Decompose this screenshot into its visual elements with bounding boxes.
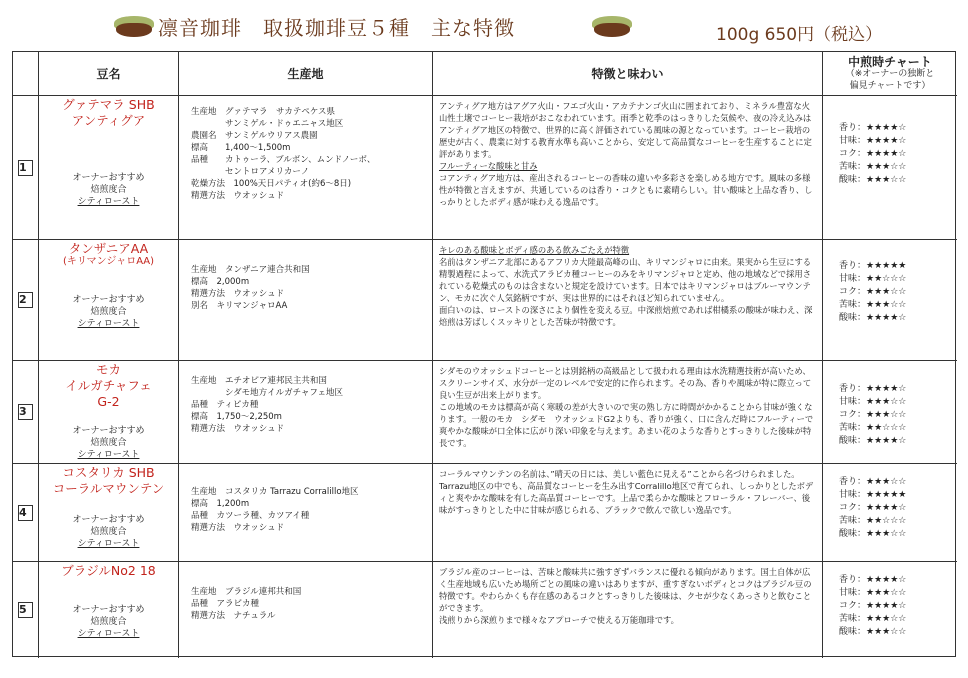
origin-line: 別名 キリマンジャロAA xyxy=(191,301,288,311)
rating-line: コク：★★★★☆ xyxy=(839,601,907,611)
roast-level: シティロースト xyxy=(77,319,140,329)
feature-text: キレのある酸味とボディ感のある飲みごたえが特徴 xyxy=(439,245,630,255)
feature-text: コーラルマウンテンの名前は、”晴天の日には、美しい藍色に見える”ことから名づけられました。 xyxy=(439,469,800,479)
rating-line: 苦味：★★★☆☆ xyxy=(839,162,907,172)
origin-line: 標高 2,000m xyxy=(191,277,250,287)
chart-header xyxy=(823,52,957,96)
origin-line: 標高 1,200m xyxy=(191,499,250,509)
origin-cell xyxy=(179,361,433,464)
chart-note: 偏見チャートです） xyxy=(849,80,931,91)
origin-line: 精選方法 ウオッシュド xyxy=(191,289,285,299)
rating-line: 香り：★★★★☆ xyxy=(839,384,907,394)
origin-line: 生産地 グァテマラ サカテペケス県 xyxy=(191,107,335,117)
rating-line: 酸味：★★★☆☆ xyxy=(839,627,907,637)
bean-name: ブラジルNo2 18 xyxy=(61,563,156,578)
roast-level: シティロースト xyxy=(77,539,140,549)
page-header xyxy=(0,0,968,50)
row-number-cell xyxy=(13,240,39,361)
rating-line: 苦味：★★★☆☆ xyxy=(839,614,907,624)
origin-line: 精選方法 ウオッシュド xyxy=(191,523,285,533)
roast-level: シティロースト xyxy=(77,450,140,460)
rating-line: 酸味：★★★☆☆ xyxy=(839,529,907,539)
feature-text: Tarrazu地区の中でも、高品質なコーヒーを生み出すCorralillo地区で育てられ、しっかりとしたボディと爽やかな酸味を有した高品質コーヒーです。上品で柔らかな酸味とフローラル・フレーバー、後味がすっきりとした中に甘味が感じられる、ブラックで飲んで欲しい逸品です。 xyxy=(439,481,814,515)
origin-line: 品種 ティピカ種 xyxy=(191,400,259,410)
origin-header: 生産地 xyxy=(179,52,433,96)
bean-name: アンティグア xyxy=(71,113,146,128)
row-number: 3 xyxy=(18,404,33,420)
origin-cell xyxy=(179,240,433,361)
origin-line: 生産地 エチオピア連邦民主共和国 xyxy=(191,376,327,386)
bean-name: (キリマンジャロAA) xyxy=(62,256,155,267)
origin-line: 精選方法 ウオッシュド xyxy=(191,424,285,434)
roast-level-label: 焙煎度合 xyxy=(90,185,127,195)
rating-line: 酸味：★★★☆☆ xyxy=(839,175,907,185)
chart-note: （※オーナーの独断と xyxy=(845,68,935,79)
rating-line: 酸味：★★★★☆ xyxy=(839,313,907,323)
roast-level-label: 焙煎度合 xyxy=(90,617,127,627)
coffee-bean-icon xyxy=(114,16,154,38)
owner-label: オーナーおすすめ xyxy=(72,295,145,305)
rating-line: 甘味：★★★★☆ xyxy=(839,136,907,146)
origin-line: 標高 1,400〜1,500m xyxy=(191,143,291,153)
owner-label: オーナーおすすめ xyxy=(72,605,145,615)
feature-text: この地域のモカは標高が高く寒暖の差が大きいので実の熟し方に時間がかかることから甘味が強くなります。一般のモカ シダモ ウオッシュドG2よりも、香りが強く、口に含んだ時にフルーティーで爽やかな酸味が口全体に広がり深い印象を与えます。あまい花のような香りとすっきりした後味が特長です。 xyxy=(439,402,814,448)
origin-cell xyxy=(179,562,433,658)
rating-cell xyxy=(823,96,957,240)
origin-line: 生産地 コスタリカ Tarrazu Corralillo地区 xyxy=(191,487,359,497)
rating-line: 香り：★★★★☆ xyxy=(839,575,907,585)
feature-cell xyxy=(433,96,823,240)
name-header: 豆名 xyxy=(39,52,179,96)
row-number: 2 xyxy=(18,292,33,308)
origin-line: 精選方法 ナチュラル xyxy=(191,611,276,621)
rating-line: コク：★★★☆☆ xyxy=(839,410,907,420)
origin-line: サンミゲル・ドゥエニャス地区 xyxy=(191,119,344,129)
owner-label: オーナーおすすめ xyxy=(72,426,145,436)
bean-name-cell xyxy=(39,240,179,361)
roast-level-label: 焙煎度合 xyxy=(90,438,127,448)
rating-line: 香り：★★★★★ xyxy=(839,261,907,271)
rating-line: 甘味：★★★☆☆ xyxy=(839,397,907,407)
feature-text: 名前はタンザニア北部にあるアフリカ大陸最高峰の山、キリマンジャロに由来。果実から生豆にする精製過程によって、水洗式アラビカ種コーヒーのみをキリマンジャロと定め、他の地域などで採用されている乾燥式のものは含まないと規定を設けています。日本ではキリマンジャロはブルーマウンテン、モカに次ぐ人気銘柄ですが、実は世界的にはそれほど知られていません。 xyxy=(439,257,812,303)
rating-line: 甘味：★★★☆☆ xyxy=(839,588,907,598)
rating-line: 酸味：★★★★☆ xyxy=(839,436,907,446)
rating-cell xyxy=(823,240,957,361)
row-number-cell xyxy=(13,96,39,240)
rating-line: コク：★★★☆☆ xyxy=(839,287,907,297)
origin-line: セントロアメリカーノ xyxy=(191,167,310,177)
rating-line: 苦味：★★☆☆☆ xyxy=(839,516,907,526)
rating-line: 香り：★★★★☆ xyxy=(839,123,907,133)
feature-cell xyxy=(433,562,823,658)
num-header xyxy=(13,52,39,96)
bean-name-cell xyxy=(39,464,179,562)
origin-line: 生産地 タンザニア連合共和国 xyxy=(191,265,310,275)
row-number-cell xyxy=(13,464,39,562)
price-label: 100g 650円（税込） xyxy=(716,25,883,45)
feature-text: ブラジル産のコーヒーは、苦味と酸味共に強すぎずバランスに優れる傾向があります。国土自体が広く生産地域も広いため場所ごとの風味の違いはありますが、重すぎないボディとコクはブラジル豆の特徴です。やわらかくも存在感のあるコクとすっきりした後味は、クセが少なくあっさりと飲むことができます。 xyxy=(439,567,812,613)
bean-name: モカ xyxy=(95,362,121,377)
roast-level: シティロースト xyxy=(77,629,140,639)
row-number: 5 xyxy=(18,602,33,618)
feature-cell xyxy=(433,361,823,464)
rating-cell xyxy=(823,361,957,464)
rating-line: 苦味：★★★☆☆ xyxy=(839,300,907,310)
origin-line: 品種 アラビカ種 xyxy=(191,599,260,609)
bean-name: コーラルマウンテン xyxy=(52,481,165,496)
feature-text: フルーティーな酸味と甘み xyxy=(439,161,538,171)
roast-level-label: 焙煎度合 xyxy=(90,307,127,317)
bean-name: コスタリカ SHB xyxy=(62,465,155,480)
bean-name: イルガチャフェ xyxy=(65,378,152,393)
row-number-cell xyxy=(13,361,39,464)
row-number: 1 xyxy=(18,160,33,176)
rating-line: 香り：★★★☆☆ xyxy=(839,477,907,487)
rating-cell xyxy=(823,562,957,658)
bean-name-cell xyxy=(39,361,179,464)
coffee-bean-icon xyxy=(592,16,632,38)
feature-text: 浅煎りから深煎りまで様々なアプローチで使える万能珈琲です。 xyxy=(439,615,679,625)
feature-text: 面白いのは、ローストの深さにより個性を変える豆。中深煎焙煎であれば柑橘系の酸味が味わえ、深焙煎は芳ばしくスッキリとした苦味が特徴です。 xyxy=(439,305,813,327)
origin-line: 乾燥方法 100%天日パティオ(約6〜8日) xyxy=(191,179,352,189)
origin-line: 標高 1,750〜2,250m xyxy=(191,412,282,422)
rating-line: コク：★★★★☆ xyxy=(839,149,907,159)
origin-cell xyxy=(179,96,433,240)
rating-cell xyxy=(823,464,957,562)
feature-header: 特徴と味わい xyxy=(433,52,823,96)
bean-table xyxy=(12,51,956,657)
chart-title: 中煎時チャート xyxy=(848,54,932,69)
origin-line: 精選方法 ウオッシュド xyxy=(191,191,285,201)
bean-name-cell xyxy=(39,562,179,658)
feature-text: シダモのウオッシュドコーヒーとは別銘柄の高級品として扱われる理由は水洗精選技術が高いため、スクリーンサイズ、水分が一定のレベルで安定的に作られます。その為、香りや風味が特に際立って良い生豆が出来上がります。 xyxy=(439,366,812,400)
owner-label: オーナーおすすめ xyxy=(72,515,145,525)
roast-level: シティロースト xyxy=(77,197,140,207)
owner-label: オーナーおすすめ xyxy=(72,173,145,183)
bean-name: グァテマラ SHB xyxy=(62,97,155,112)
feature-cell xyxy=(433,240,823,361)
origin-line: 農園名 サンミゲルウリアス農園 xyxy=(191,131,318,141)
origin-cell xyxy=(179,464,433,562)
bean-name: G-2 xyxy=(97,394,120,409)
roast-level-label: 焙煎度合 xyxy=(90,527,127,537)
bean-name: タンザニアAA xyxy=(68,241,149,256)
feature-cell xyxy=(433,464,823,562)
origin-line: 品種 カツーラ種、カツアイ種 xyxy=(191,511,310,521)
feature-text: コアンティグア地方は、産出されるコーヒーの香味の違いや多彩さを楽しめる地方です。風味の多様性が特徴と言えますが、共通しているのは香り・コクともに素晴らしい。甘い酸味と上品な香り、しっかりとしたボディ感が味わえる逸品です。 xyxy=(439,173,813,207)
bean-name-cell xyxy=(39,96,179,240)
rating-line: 苦味：★★☆☆☆ xyxy=(839,423,907,433)
origin-line: 生産地 ブラジル連邦共和国 xyxy=(191,587,302,597)
row-number-cell xyxy=(13,562,39,658)
row-number: 4 xyxy=(18,505,33,521)
rating-line: 甘味：★★★★★ xyxy=(839,490,907,500)
rating-line: コク：★★★★☆ xyxy=(839,503,907,513)
feature-text: アンティグア地方はアグア火山・フエゴ火山・アカテナンゴ火山に囲まれており、ミネラル豊富な火山性土壌でコーヒー栽培がおこなわれています。雨季と乾季のはっきりした気候や、夜の冷え込みはアンティグア地区の特徴で、世界的に高く評価されている風味の源となっています。コーヒー栽培の歴史が古く、農業に対する教育水準も高いことから、安定して高品質なコーヒーを生産することに定評があります。 xyxy=(439,101,812,159)
page-title: 凛音珈琲 取扱珈琲豆５種 主な特徴 xyxy=(158,16,515,40)
origin-line: シダモ地方イルガチャフェ地区 xyxy=(191,388,343,398)
rating-line: 甘味：★★☆☆☆ xyxy=(839,274,907,284)
origin-line: 品種 カトゥーラ、ブルボン、ムンドノーボ、 xyxy=(191,155,376,165)
